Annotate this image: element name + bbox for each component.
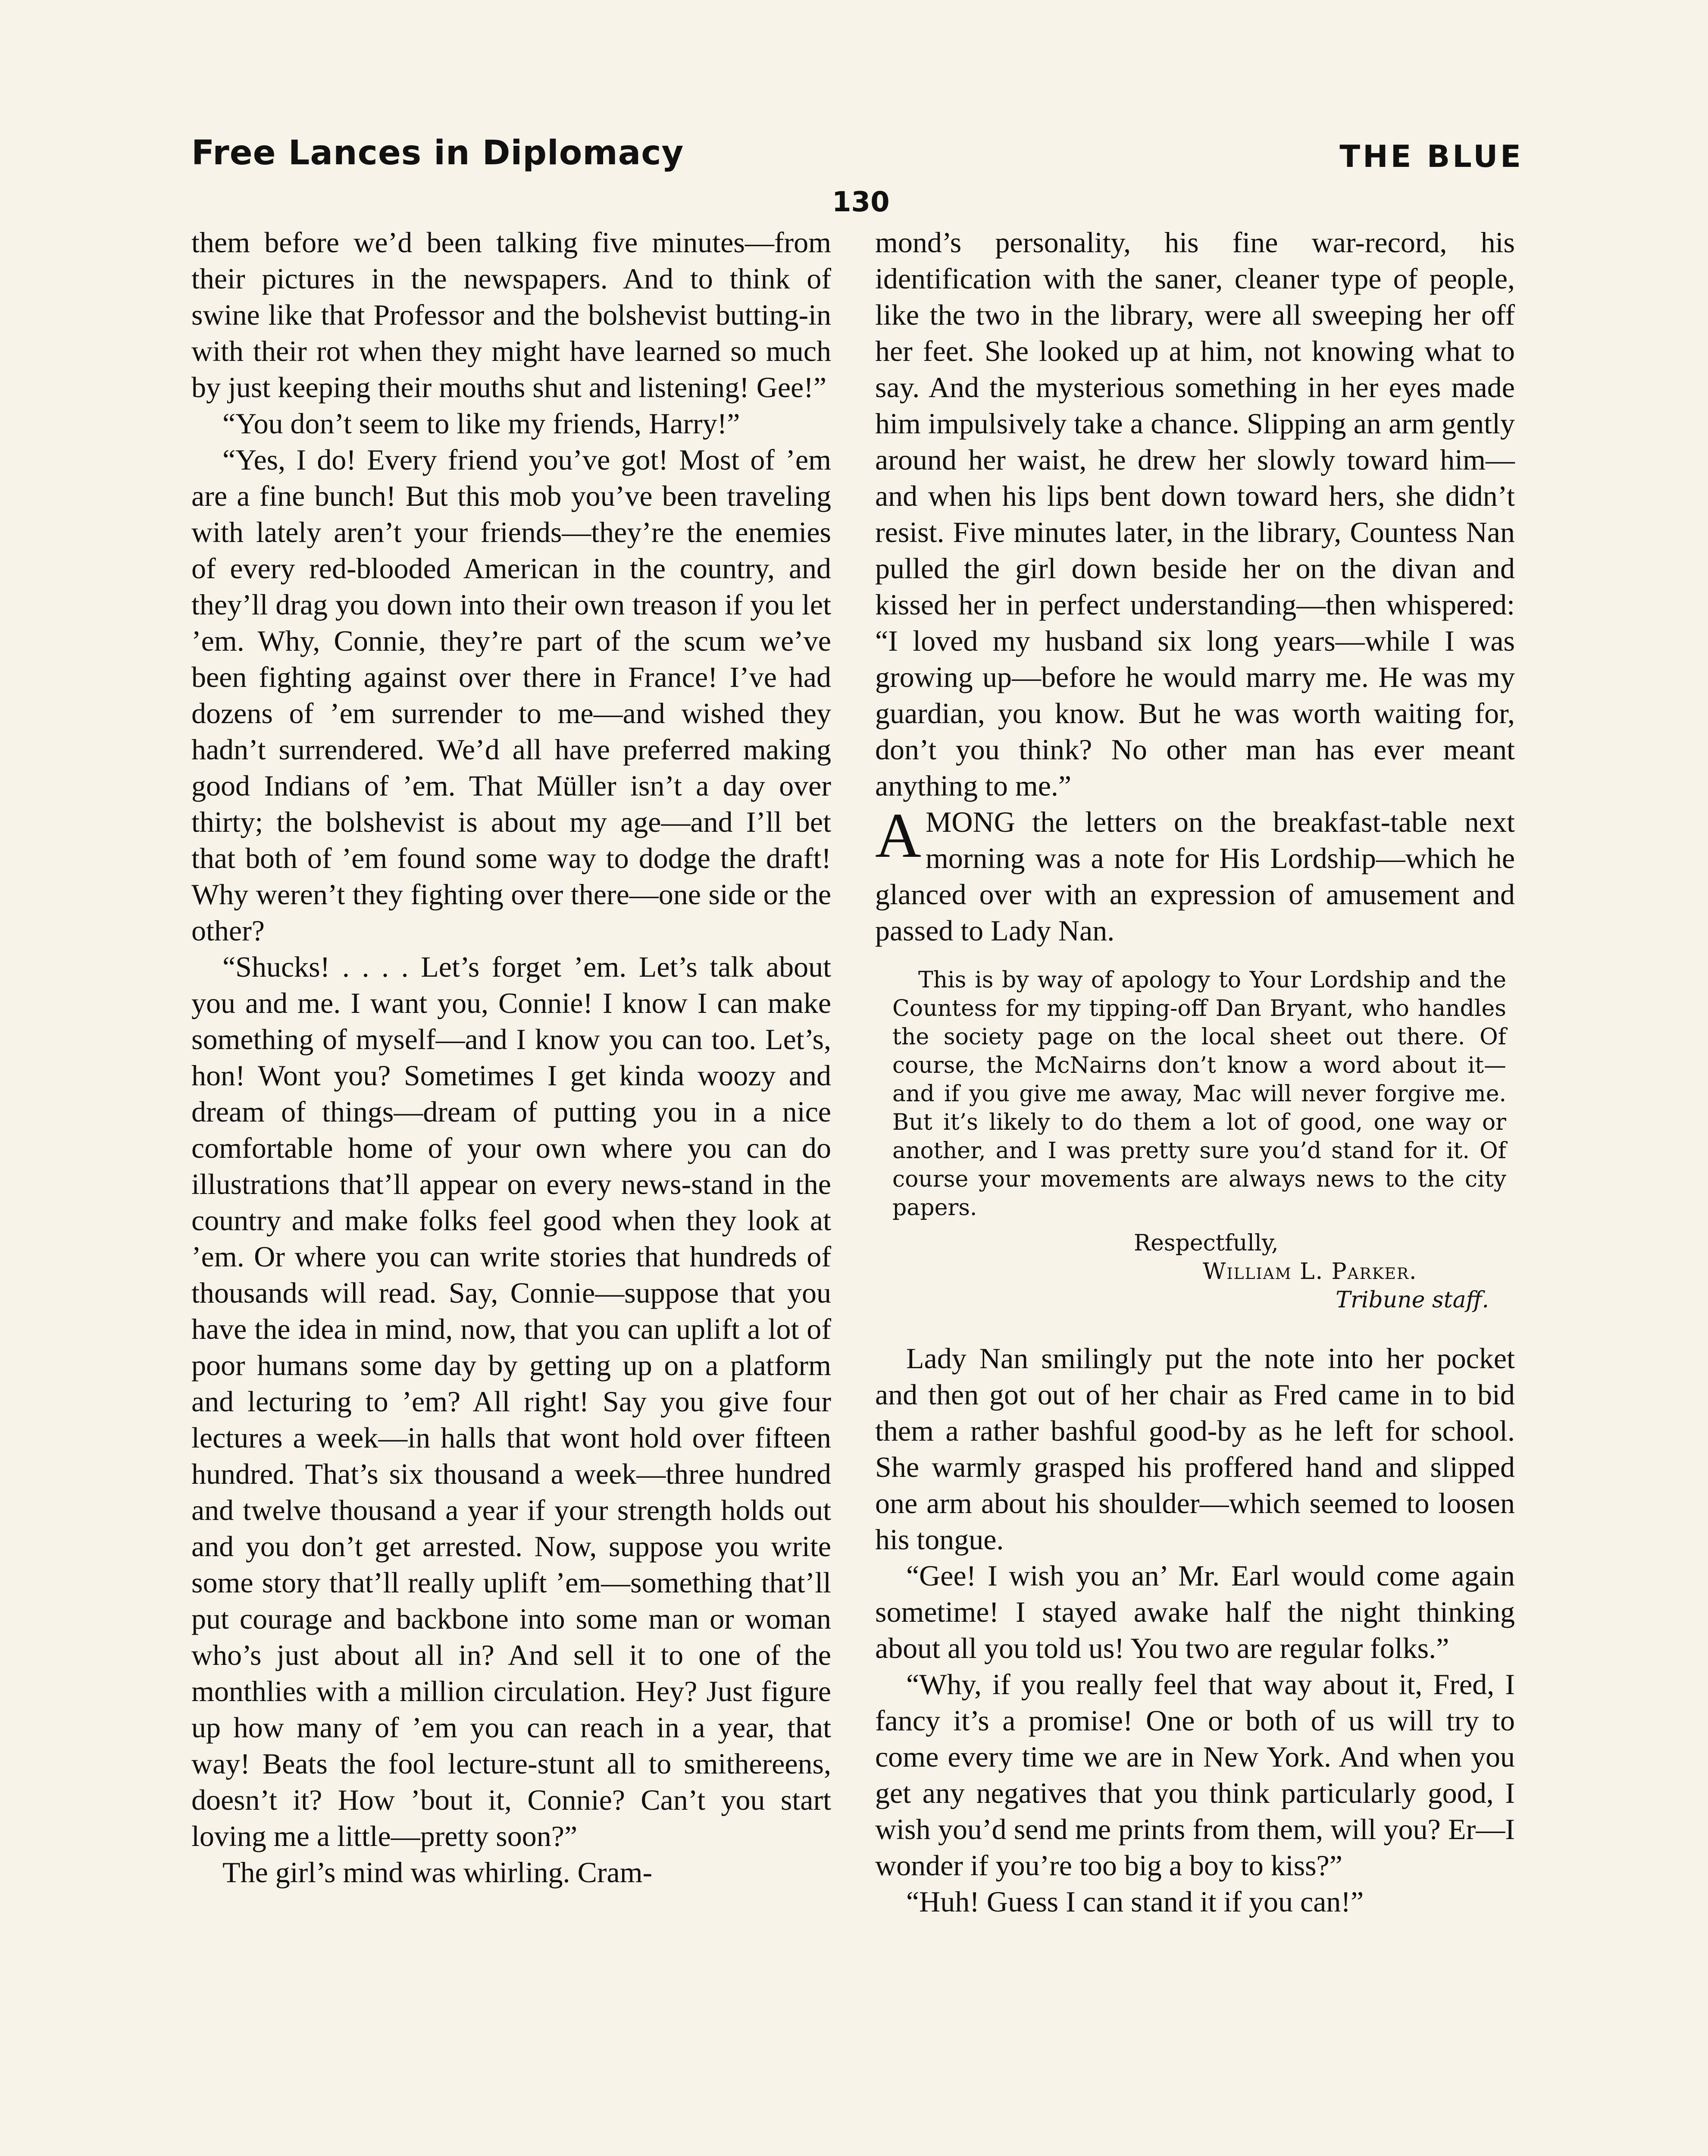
page-number: 130 [832, 186, 890, 218]
story-title: Free Lances in Diplomacy [191, 134, 684, 172]
drop-cap: A [875, 800, 921, 871]
paragraph: “Huh! Guess I can stand it if you can!” [906, 1885, 1364, 1918]
lead-caps: MONG [925, 805, 1015, 838]
letter-closing: Respectfully, [1134, 1230, 1279, 1256]
letter-body: This is by way of apology to Your Lordship and the Countess for my tipping-off Dan Bryant, who handles the society page on the local sheet out there. Of course, the McNairns don’t know a word about it—and if you give me away, Mac will never forgive me. But it’s likely to do them a lot of good, one way or another, and I was pretty sure you’d stand for it. Of course your movements are always news to the city papers. [892, 967, 1506, 1221]
section-text: the letters on the breakfast-table next morning was a note for His Lordship—which he glanced over with an expression of amusement and passed to Lady Nan. [875, 805, 1515, 947]
paragraph: mond’s personality, his fine war-record, his identification with the saner, cleaner type of people, like the two in the library, were all sweeping her off her feet. She looked up at him, not knowing what to say. And the mysterious something in her eyes made him impulsively take a chance. Slipping an arm gently around her waist, he drew her slowly toward him—and when his lips bent down toward hers, she didn’t resist. Five minutes later, in the library, Countess Nan pulled the girl down beside her on the divan and kissed her in perfect understanding—then whispered: “I loved my husband six long years—while I was growing up—before he would marry me. He was my guardian, you know. But he was worth waiting for, don’t you think? No other man has ever meant anything to me.” [875, 226, 1515, 802]
paragraph: “Gee! I wish you an’ Mr. Earl would come again sometime! I stayed awake half the night thinking about all you told us! You two are regular folks.” [875, 1559, 1515, 1664]
paragraph: “You don’t seem to like my friends, Harry!” [222, 407, 740, 440]
section-opening [875, 800, 1515, 949]
left-column [191, 224, 831, 1890]
letter-affiliation: Tribune staff. [1336, 1287, 1489, 1313]
paragraph: The girl’s mind was whirling. Cram- [222, 1856, 653, 1889]
paragraph: them before we’d been talking five minutes—from their pictures in the newspapers. And to think of swine like that Professor and the bolshevist butting-in with their rot when they might have learned so much by just keeping their mouths shut and listening! Gee!” [191, 226, 831, 404]
letter-signature: William L. Parker. [1203, 1259, 1417, 1285]
paragraph: “Shucks! . . . . Let’s forget ’em. Let’s talk about you and me. I want you, Connie! I know I can make something of myself—and I know you can too. Let’s, hon! Wont you? Sometimes I get kinda woozy and dream of things—dream of putting you in a nice comfortable home of your own where you can do illustrations that’ll appear on every news-stand in the country and make folks feel good when they look at ’em. Or where you can write stories that hundreds of thousands will read. Say, Connie—suppose that you have the idea in mind, now, that you can uplift a lot of poor humans some day by getting up on a platform and lecturing to ’em? All right! Say you give four lectures a week—in halls that wont hold over fifteen hundred. That’s six thousand a week—three hundred and twelve thousand a year if your strength holds out and you don’t get arrested. Now, suppose you write some story that’ll really uplift ’em—something that’ll put courage and backbone into some man or woman who’s just about all in? And sell it to one of the monthlies with a million circulation. Hey? Just figure up how many of ’em you can reach in a year, that way! Beats the fool lecture-stunt all to smithereens, doesn’t it? How ’bout it, Connie? Can’t you start loving me a little—pretty soon?” [191, 950, 831, 1852]
paragraph: “Why, if you really feel that way about it, Fred, I fancy it’s a promise! One or both of us will try to come every time we are in New York. And when you get any negatives that you think particularly good, I wish you’d send me prints from them, will you? Er—I wonder if you’re too big a boy to kiss?” [875, 1668, 1515, 1882]
magazine-name: THE BLUE [1339, 139, 1523, 174]
right-column [875, 224, 1515, 1920]
closing-paragraphs [875, 1340, 1515, 1920]
paragraph: Lady Nan smilingly put the note into her pocket and then got out of her chair as Fred came in to bid them a rather bashful good-by as he left for school. She warmly grasped his proffered hand and slipped one arm about his shoulder—which seemed to loosen his tongue. [875, 1342, 1515, 1556]
paragraph: “Yes, I do! Every friend you’ve got! Most of ’em are a fine bunch! But this mob you’ve been traveling with lately aren’t your friends—they’re the enemies of every red-blooded American in the country, and they’ll drag you down into their own treason if you let ’em. Why, Connie, they’re part of the scum we’ve been fighting against over there in France! I’ve had dozens of ’em surrender to me—and wished they hadn’t surrendered. We’d all have preferred making good Indians of ’em. That Müller isn’t a day over thirty; the bolshevist is about my age—and I’ll bet that both of ’em found some way to dodge the draft! Why weren’t they fighting over there—one side or the other? [191, 443, 831, 947]
quoted-letter [892, 966, 1506, 1314]
